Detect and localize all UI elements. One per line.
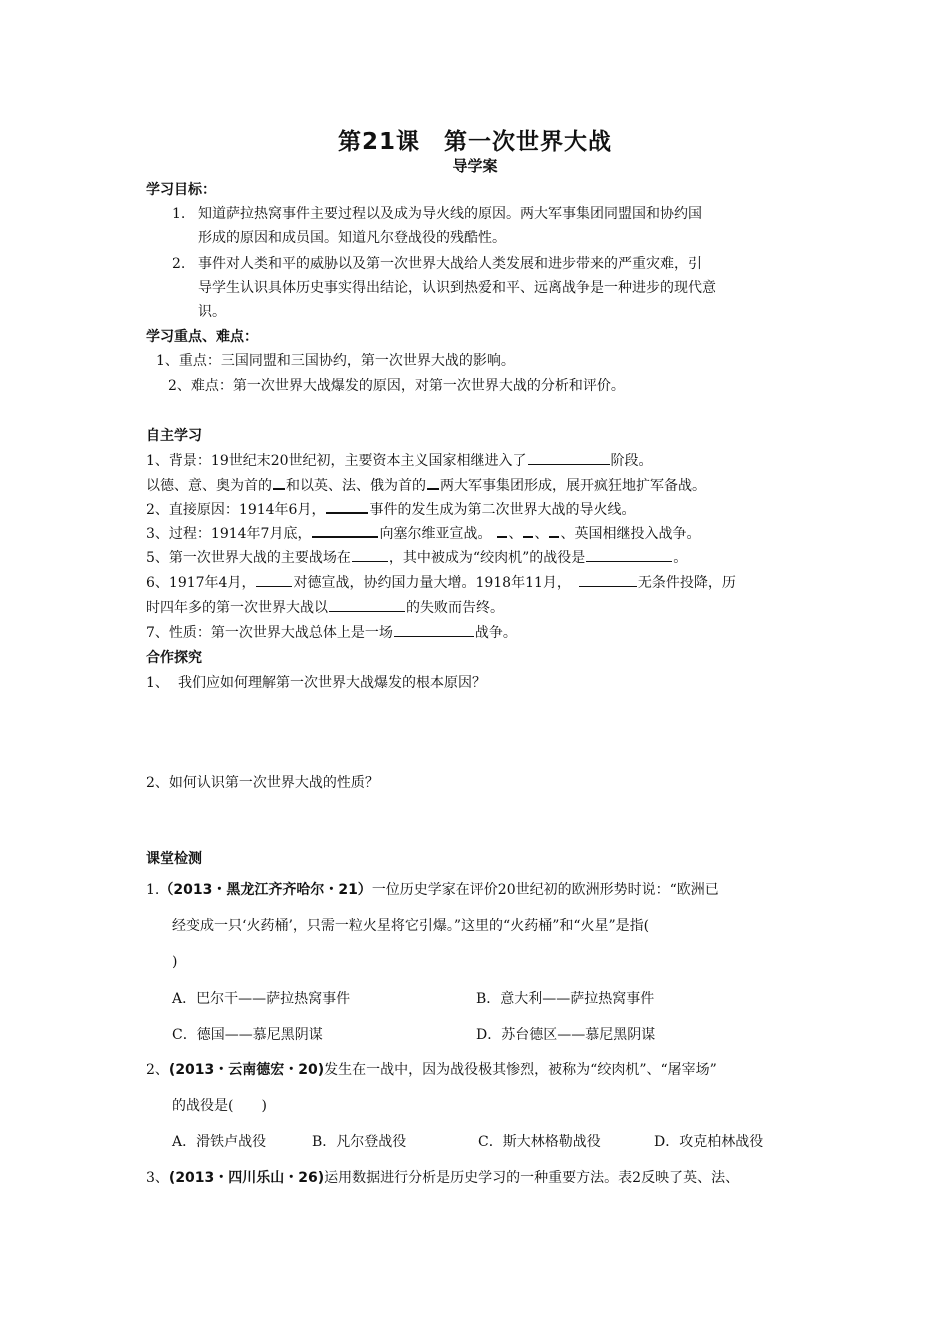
self-study-q2: 2、直接原因：1914年6月， 事件的发生成为第二次世界大战的导火线。 [146,498,635,520]
blank [586,547,672,562]
blank [549,522,559,538]
self-study-q1b: 以德、意、奥为首的 和以英、法、俄为首的 两大军事集团形成，展开疯狂地扩军备战。 [146,474,706,496]
test-q1-line-2: 经变成一只‘火药桶’，只需一粒火星将它引爆。”这里的“火药桶”和“火星”是指( [172,918,650,934]
test-q1-option-a: A．巴尔干——萨拉热窝事件 [172,991,351,1007]
page-title: 第21课 第一次世界大战 [337,129,612,155]
test-q1-option-b: B．意大利——萨拉热窝事件 [476,991,655,1007]
test-q3-line-1: 3、(2013・四川乐山・26)运用数据进行分析是历史学习的一种重要方法。表2反映了英、法、 [146,1170,740,1186]
test-q2-option-d: D．攻克柏林战役 [654,1134,764,1150]
blank [352,547,388,562]
self-study-q3: 3、过程：1914年7月底， 向塞尔维亚宣战。 、 、 、英国相继投入战争。 [146,522,700,544]
focus-point: 1、重点：三国同盟和三国协约，第一次世界大战的影响。 [156,353,515,369]
self-study-heading: 自主学习 [146,428,202,444]
blank [326,498,368,514]
test-q1-line-3: ) [172,954,178,970]
test-q2-option-c: C．斯大林格勒战役 [478,1134,601,1150]
blank [273,474,285,490]
test-q2-option-a: A．滑铁卢战役 [172,1134,267,1150]
test-heading: 课堂检测 [146,851,202,867]
objectives-heading: 学习目标： [146,182,216,198]
blank [256,572,292,587]
test-q2-option-b: B．凡尔登战役 [312,1134,407,1150]
objective-1-line-2: 形成的原因和成员国。知道凡尔登战役的残酷性。 [198,230,506,246]
blank [329,597,405,612]
objective-1-line-1: 1. 知道萨拉热窝事件主要过程以及成为导火线的原因。两大军事集团同盟国和协约国 [172,206,702,222]
blank [579,572,637,587]
self-study-q1a: 1、背景：19世纪末20世纪初，主要资本主义国家相继进入了 阶段。 [146,450,653,471]
test-q1-option-d: D．苏台德区——慕尼黑阴谋 [476,1027,656,1043]
objective-2-line-3: 识。 [198,304,226,320]
cooperation-q1: 1、 我们应如何理解第一次世界大战爆发的根本原因？ [146,675,486,691]
blank [312,522,378,538]
cooperation-heading: 合作探究 [146,650,202,666]
test-q1-line-1: 1.（2013・黑龙江齐齐哈尔・21）一位历史学家在评价20世纪初的欧洲形势时说：“欧洲已 [146,882,719,898]
self-study-q6a: 6、1917年4月， 对德宣战，协约国力量大增。1918年11月， 无条件投降，历 [146,572,736,593]
blank [427,474,439,490]
blank [497,522,507,538]
page-subtitle: 导学案 [452,157,498,175]
test-q2-line-1: 2、(2013・云南德宏・20)发生在一战中，因为战役极其惨烈，被称为“绞肉机”、“屠宰场” [146,1062,717,1078]
blank [528,450,610,465]
test-q1-option-c: C．德国——慕尼黑阴谋 [172,1027,323,1043]
test-q2-line-2: 的战役是( ) [172,1098,267,1114]
self-study-q5: 5、第一次世界大战的主要战场在 ，其中被成为“绞肉机”的战役是 。 [146,547,687,568]
blank [394,622,474,637]
difficulty-point: 2、难点：第一次世界大战爆发的原因，对第一次世界大战的分析和评价。 [168,378,625,394]
self-study-q6b: 时四年多的第一次世界大战以 的失败而告终。 [146,597,504,618]
blank [523,522,533,538]
objective-2-line-2: 导学生认识具体历史事实得出结论，认识到热爱和平、远离战争是一种进步的现代意 [198,280,716,296]
cooperation-q2: 2、如何认识第一次世界大战的性质？ [146,775,379,791]
objective-2-line-1: 2. 事件对人类和平的威胁以及第一次世界大战给人类发展和进步带来的严重灾难，引 [172,256,702,272]
self-study-q7: 7、性质：第一次世界大战总体上是一场 战争。 [146,622,517,643]
key-points-heading: 学习重点、难点： [146,329,258,345]
